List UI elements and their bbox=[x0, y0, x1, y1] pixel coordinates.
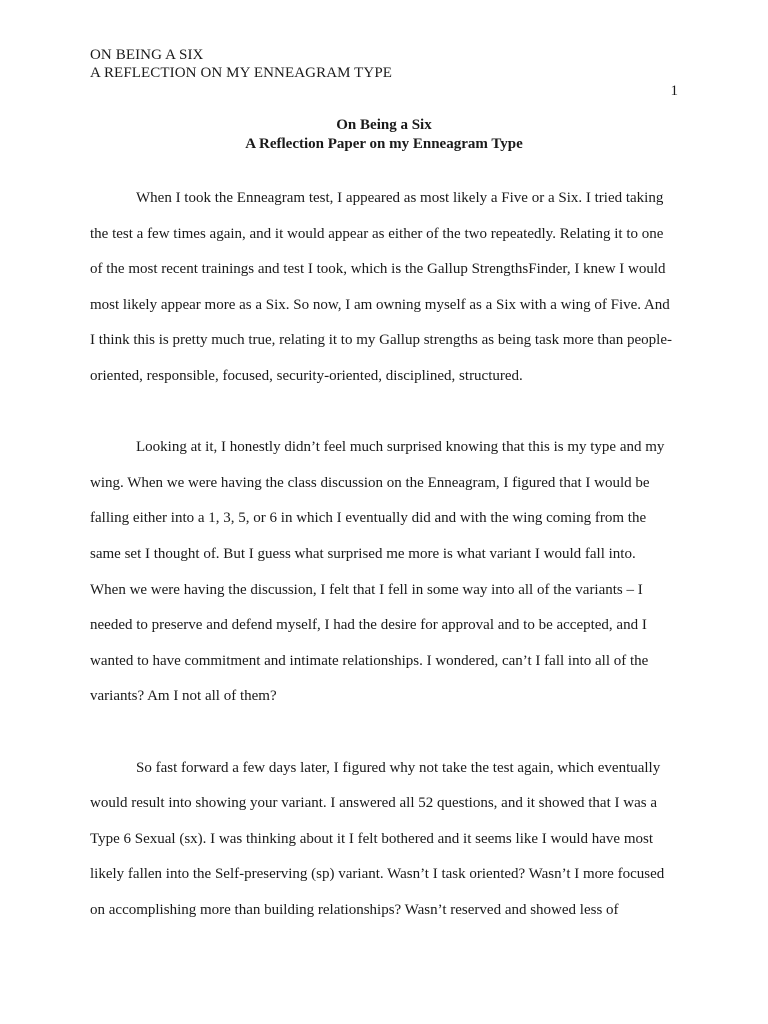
paragraph-gap bbox=[90, 715, 676, 751]
paragraph-3 bbox=[90, 751, 676, 929]
text-line: oriented, responsible, focused, security-oriented, disciplined, structured. bbox=[90, 367, 523, 384]
text-line: When we were having the discussion, I felt that I fell in some way into all of the variants – I bbox=[90, 581, 643, 598]
title-block bbox=[0, 116, 768, 154]
text-line: falling either into a 1, 3, 5, or 6 in which I eventually did and with the wing coming from the bbox=[90, 510, 647, 527]
text-line: wanted to have commitment and intimate relationships. I wondered, can’t I fall into all of the bbox=[90, 652, 649, 669]
text-line: When I took the Enneagram test, I appeared as most likely a Five or a Six. I tried taking bbox=[136, 190, 664, 206]
text-line: So fast forward a few days later, I figured why not take the test again, which eventually bbox=[136, 759, 661, 776]
running-head-line-1: ON BEING A SIX bbox=[90, 47, 204, 63]
text-line: of the most recent trainings and test I took, which is the Gallup StrengthsFinder, I knew I would bbox=[90, 261, 666, 278]
paragraph-gap bbox=[90, 395, 676, 431]
text-line: variants? Am I not all of them? bbox=[90, 688, 277, 705]
title: On Being a Six bbox=[336, 117, 432, 133]
text-line: the test a few times again, and it would appear as either of the two repeatedly. Relating it to one bbox=[90, 225, 664, 242]
paragraph-2 bbox=[90, 430, 676, 715]
text-line: same set I thought of. But I guess what surprised me more is what variant I would fall into. bbox=[90, 545, 636, 562]
text-line: would result into showing your variant. I answered all 52 questions, and it showed that I was a bbox=[90, 795, 657, 812]
running-head-line-2: A REFLECTION ON MY ENNEAGRAM TYPE bbox=[90, 65, 393, 81]
text-line: wing. When we were having the class discussion on the Enneagram, I figured that I would be bbox=[90, 474, 650, 491]
text-line: on accomplishing more than building relationships? Wasn’t reserved and showed less of bbox=[90, 901, 619, 918]
subtitle: A Reflection Paper on my Enneagram Type bbox=[245, 136, 523, 152]
running-head bbox=[90, 46, 392, 82]
text-line: likely fallen into the Self-preserving (sp) variant. Wasn’t I task oriented? Wasn’t I more focused bbox=[90, 866, 665, 883]
body-text bbox=[90, 181, 676, 928]
paragraph-1 bbox=[90, 181, 676, 395]
text-line: I think this is pretty much true, relating it to my Gallup strengths as being task more than people- bbox=[90, 332, 672, 349]
text-line: most likely appear more as a Six. So now, I am owning myself as a Six with a wing of Five. And bbox=[90, 296, 670, 313]
page-number: 1 bbox=[670, 83, 678, 99]
text-line: Looking at it, I honestly didn’t feel much surprised knowing that this is my type and my bbox=[136, 439, 665, 456]
text-line: Type 6 Sexual (sx). I was thinking about it I felt bothered and it seems like I would have most bbox=[90, 830, 653, 847]
text-line: needed to preserve and defend myself, I had the desire for approval and to be accepted, and I bbox=[90, 617, 647, 634]
